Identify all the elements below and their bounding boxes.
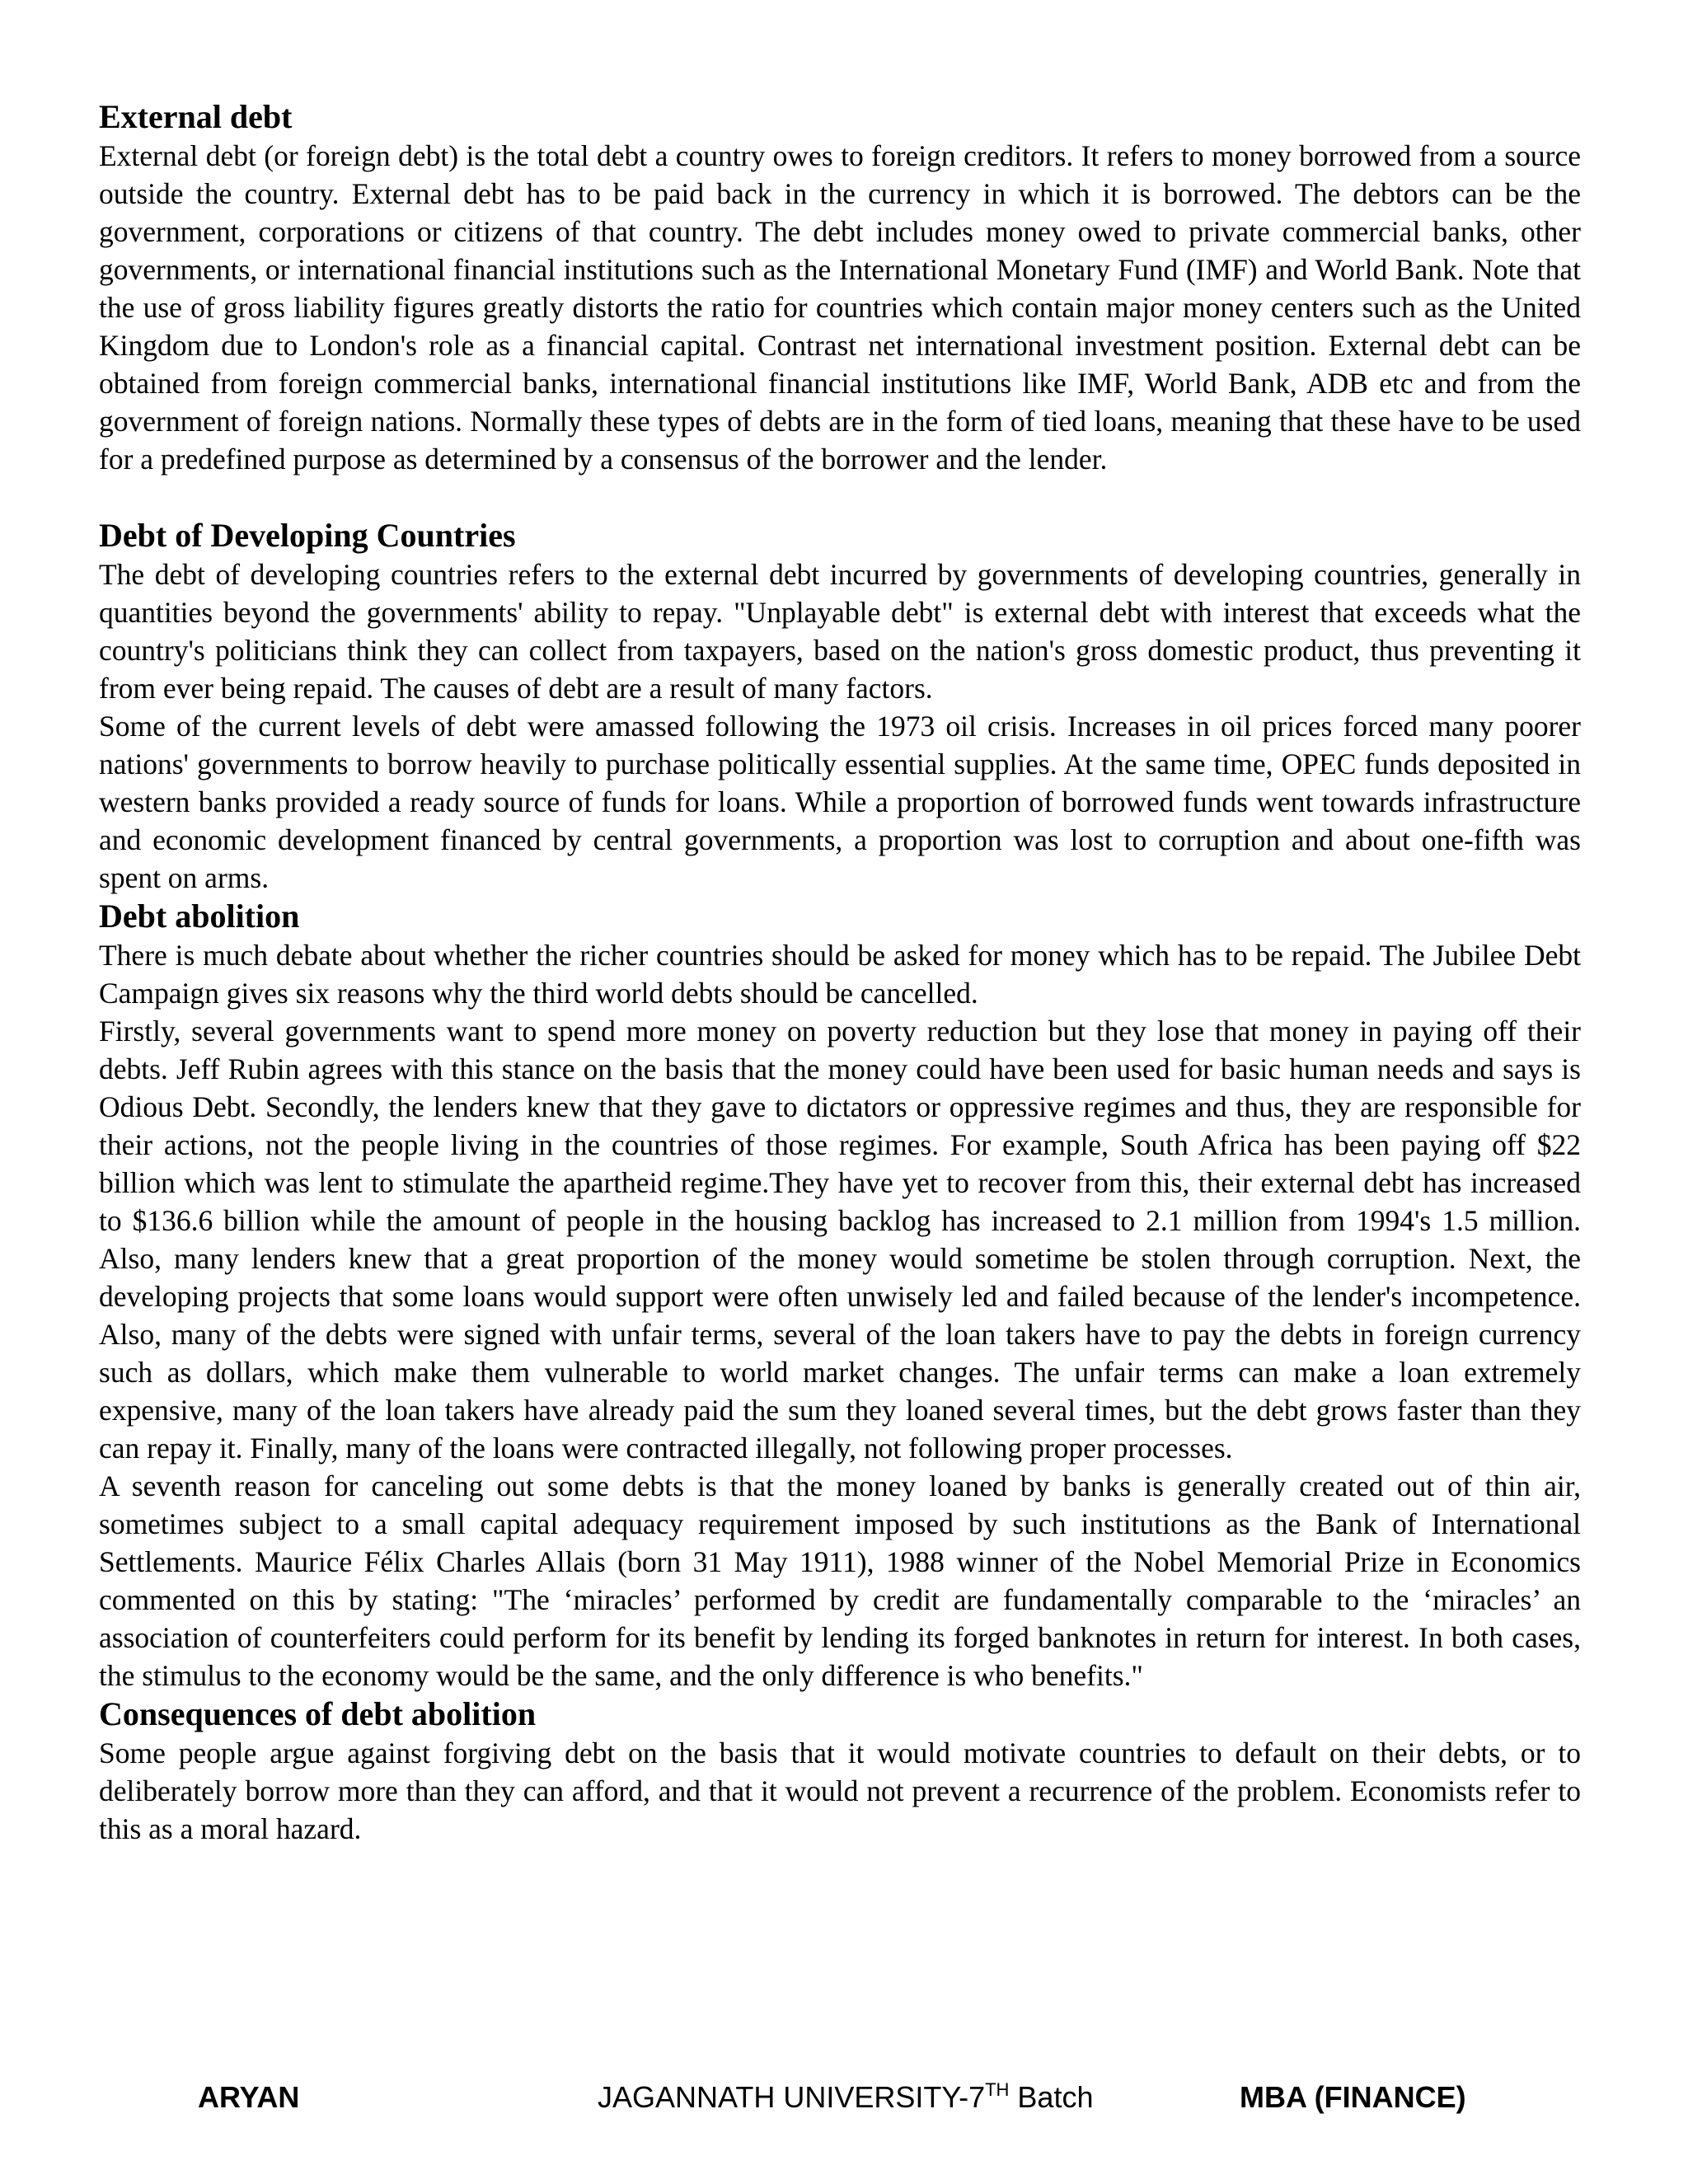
- footer-institution-superscript: TH: [985, 2079, 1010, 2100]
- paragraph-debt-abolition-1: There is much debate about whether the richer countries should be asked for money which has to be repaid. The Jubilee Debt Campaign gives six reasons why the third world debts should be cancelled.: [99, 939, 1581, 1010]
- heading-debt-abolition: Debt abolition: [99, 898, 300, 935]
- footer-author: ARYAN: [198, 2080, 300, 2114]
- paragraph-consequences: Some people argue against forgiving debt on the basis that it would motivate countries to default on their debts, or to deliberately borrow more than they can afford, and that it would not prevent a recurrence of the problem. Economists refer to this as a moral hazard.: [99, 1736, 1581, 1845]
- section-spacer: [99, 478, 1581, 516]
- paragraph-debt-abolition-2: Firstly, several governments want to spend more money on poverty reduction but they lose that money in paying off their debts. Jeff Rubin agrees with this stance on the basis that the money could have been used for basic human needs and says is Odious Debt. Secondly, the lenders knew that they gave to dictators or oppressive regimes and thus, they are responsible for their actions, not the people living in the countries of those regimes. For example, South Africa has been paying off $22 billion which was lent to stimulate the apartheid regime.They have yet to recover from this, their external debt has increased to $136.6 billion while the amount of people in the housing backlog has increased to 2.1 million from 1994's 1.5 million. Also, many lenders knew that a great proportion of the money would sometime be stolen through corruption. Next, the developing projects that some loans would support were often unwisely led and failed because of the lender's incompetence. Also, many of the debts were signed with unfair terms, several of the loan takers have to pay the debts in foreign currency such as dollars, which make them vulnerable to world market changes. The unfair terms can make a loan extremely expensive, many of the loan takers have already paid the sum they loaned several times, but the debt grows faster than they can repay it. Finally, many of the loans were contracted illegally, not following proper processes.: [99, 1015, 1581, 1465]
- paragraph-debt-abolition-3: A seventh reason for canceling out some debts is that the money loaned by banks is generally created out of thin air, sometimes subject to a small capital adequacy requirement imposed by such institutions as the Bank of International Settlements. Maurice Félix Charles Allais (born 31 May 1911), 1988 winner of the Nobel Memorial Prize in Economics commented on this by stating: "The ‘miracles’ performed by credit are fundamentally comparable to the ‘miracles’ an association of counterfeiters could perform for its benefit by lending its forged banknotes in return for interest. In both cases, the stimulus to the economy would be the same, and the only difference is who benefits.": [99, 1469, 1581, 1692]
- footer-institution-suffix: Batch: [1009, 2080, 1094, 2114]
- heading-external-debt: External debt: [99, 98, 293, 135]
- heading-consequences: Consequences of debt abolition: [99, 1695, 537, 1732]
- paragraph-developing-countries-2: Some of the current levels of debt were amassed following the 1973 oil crisis. Increases in oil prices forced many poorer nations' governments to borrow heavily to purchase politically essential supplies. At the same time, OPEC funds deposited in western banks provided a ready source of funds for loans. While a proportion of borrowed funds went towards infrastructure and economic development financed by central governments, a proportion was lost to corruption and about one-fifth was spent on arms.: [99, 710, 1581, 894]
- footer-institution-prefix: JAGANNATH UNIVERSITY-7: [598, 2080, 986, 2114]
- paragraph-external-debt: External debt (or foreign debt) is the total debt a country owes to foreign creditors. It refers to money borrowed from a source outside the country. External debt has to be paid back in the currency in which it is borrowed. The debtors can be the government, corporations or citizens of that country. The debt includes money owed to private commercial banks, other governments, or international financial institutions such as the International Monetary Fund (IMF) and World Bank. Note that the use of gross liability figures greatly distorts the ratio for countries which contain major money centers such as the United Kingdom due to London's role as a financial capital. Contrast net international investment position. External debt can be obtained from foreign commercial banks, international financial institutions like IMF, World Bank, ADB etc and from the government of foreign nations. Normally these types of debts are in the form of tied loans, meaning that these have to be used for a predefined purpose as determined by a consensus of the borrower and the lender.: [99, 139, 1581, 476]
- document-body: [99, 97, 1581, 1848]
- paragraph-developing-countries-1: The debt of developing countries refers to the external debt incurred by governments of developing countries, generally in quantities beyond the governments' ability to repay. "Unplayable debt" is external debt with interest that exceeds what the country's politicians think they can collect from taxpayers, based on the nation's gross domestic product, thus preventing it from ever being repaid. The causes of debt are a result of many factors.: [99, 558, 1581, 705]
- footer-institution: [598, 2077, 1093, 2118]
- footer-program: MBA (FINANCE): [1240, 2080, 1466, 2114]
- page-footer: [0, 2077, 1688, 2118]
- heading-developing-countries: Debt of Developing Countries: [99, 517, 516, 554]
